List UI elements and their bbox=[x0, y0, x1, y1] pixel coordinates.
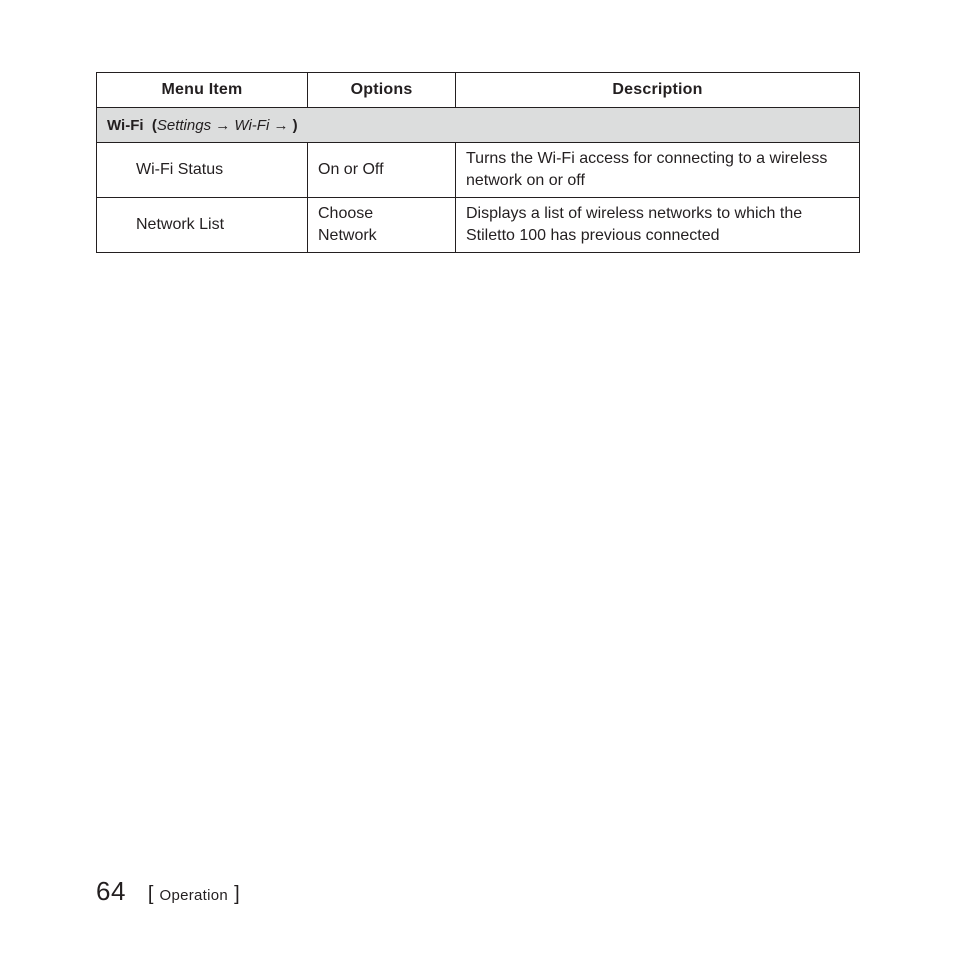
section-row-wifi bbox=[97, 108, 860, 143]
arrow-right-icon: → bbox=[273, 116, 289, 134]
open-bracket: [ bbox=[147, 883, 154, 905]
section-close-paren: ) bbox=[292, 116, 298, 134]
header-description: Description bbox=[456, 73, 860, 108]
menu-table bbox=[96, 72, 860, 253]
table-row bbox=[97, 198, 860, 253]
section-heading bbox=[97, 108, 860, 143]
options-cell bbox=[308, 198, 456, 253]
description-cell: Turns the Wi-Fi access for connecting to a wireless network on or off bbox=[456, 143, 860, 198]
page-footer bbox=[96, 876, 240, 916]
footer-section-label: Operation bbox=[159, 887, 229, 904]
page-number: 64 bbox=[96, 876, 126, 906]
table-header-row bbox=[97, 73, 860, 108]
description-cell: Displays a list of wireless networks to which the Stiletto 100 has previous connected bbox=[456, 198, 860, 253]
options-cell: On or Off bbox=[308, 143, 456, 198]
header-menu-item: Menu Item bbox=[97, 73, 308, 108]
header-options: Options bbox=[308, 73, 456, 108]
section-path-settings: Settings bbox=[156, 116, 212, 134]
menu-item-cell: Network List bbox=[97, 198, 308, 253]
arrow-right-icon: → bbox=[215, 116, 231, 134]
options-text: Choose Network bbox=[318, 205, 377, 244]
close-bracket: ] bbox=[234, 883, 240, 905]
table-row bbox=[97, 143, 860, 198]
section-path-wifi: Wi-Fi bbox=[234, 116, 270, 134]
section-name: Wi-Fi bbox=[107, 116, 144, 134]
menu-item-cell: Wi-Fi Status bbox=[97, 143, 308, 198]
section-open-paren: ( bbox=[151, 116, 157, 134]
